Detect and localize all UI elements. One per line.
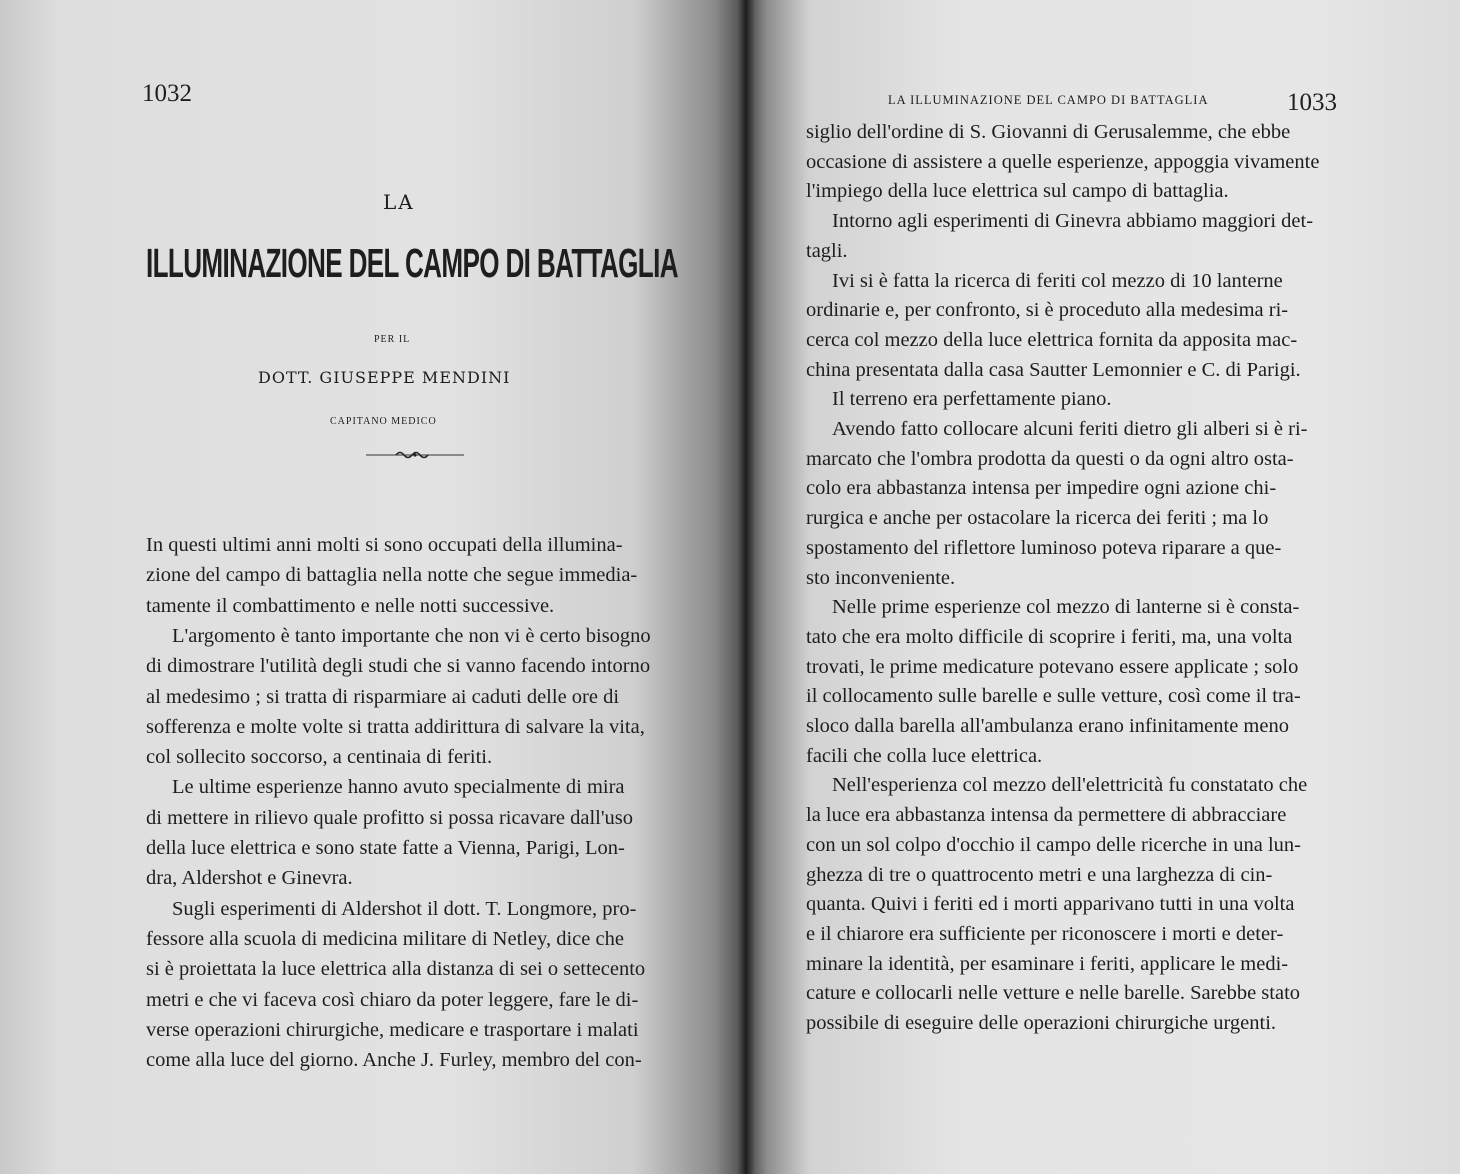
text-line: della luce elettrica e sono state fatte a Vienna, Parigi, Lon- [146,837,625,859]
text-line: colo era abbastanza intensa per impedire ogni azione chi- [806,477,1277,500]
title-article: LA [383,190,415,214]
text-line: tamente il combattimento e nelle notti successive. [146,594,555,617]
decorative-rule-ornament-icon [366,448,464,462]
text-line: il collocamento sulle barelle e sulle vetture, così come il tra- [806,685,1301,708]
text-line: la luce era abbastanza intensa da permettere di abbracciare [806,804,1287,827]
text-line: ghezza di tre o quattrocento metri e una larghezza di cin- [806,863,1273,886]
text-line: In questi ultimi anni molti si sono occupati della illumina- [146,534,623,556]
text-line: quanta. Quivi i feriti ed i morti apparivano tutti in una volta [806,893,1295,916]
text-line: con un sol colpo d'occhio il campo delle ricerche in una lun- [806,833,1301,856]
text-line: L'argomento è tanto importante che non vi è certo bisogno [172,624,651,647]
text-line: spostamento del riflettore luminoso poteva riparare a que- [806,536,1282,559]
text-line: si è proiettata la luce elettrica alla distanza di sei o settecento [146,958,646,981]
text-line: siglio dell'ordine di S. Giovanni di Gerusalemme, che ebbe [806,121,1291,143]
author-rank: CAPITANO MEDICO [330,416,437,427]
text-line: Ivi si è fatta la ricerca di feriti col mezzo di 10 lanterne [832,269,1283,292]
text-line: Nell'esperienza col mezzo dell'elettricità fu constatato che [832,774,1308,797]
text-line: col sollecito soccorso, a centinaia di feriti. [146,746,493,769]
text-line: l'impiego della luce elettrica sul campo di battaglia. [806,180,1229,203]
text-line: cerca col mezzo della luce elettrica fornita da apposita mac- [806,328,1298,351]
text-line: Intorno agli esperimenti di Ginevra abbiamo maggiori det- [832,210,1314,233]
text-line: rurgica e anche per ostacolare la ricerca dei feriti ; ma lo [806,507,1269,530]
text-line: sto inconveniente. [806,566,956,589]
text-line: di dimostrare l'utilità degli studi che si vanno facendo intorno [146,655,651,678]
text-line: Le ultime esperienze hanno avuto specialmente di mira [172,776,625,799]
text-line: marcato che l'ombra prodotta da questi o da ogni altro osta- [806,447,1294,470]
text-line: sofferenza e molte volte si tratta addirittura di salvare la vita, [146,715,645,738]
text-line: trovati, le prime medicature potevano essere applicate ; solo [806,655,1299,678]
text-line: cature e collocarli nelle vetture e nelle barelle. Sarebbe stato [806,982,1301,1005]
text-line: al medesimo ; si tratta di risparmiare ai caduti delle ore di [146,685,620,708]
article-title: ILLUMINAZIONE DEL CAMPO DI BATTAGLIA [146,240,678,286]
text-line: ordinarie e, per confronto, si è proceduto alla medesima ri- [806,299,1289,322]
byline-prefix: PER IL [374,334,411,345]
text-line: zione del campo di battaglia nella notte che segue immedia- [146,564,638,587]
text-line: Avendo fatto collocare alcuni feriti dietro gli alberi si è ri- [832,418,1308,440]
text-line: possibile di eseguire delle operazioni chirurgiche urgenti. [806,1012,1277,1034]
text-line: e il chiarore era sufficiente per riconoscere i morti e deter- [806,922,1284,945]
text-line: tato che era molto difficile di scoprire i feriti, ma, una volta [806,625,1293,648]
text-line: china presentata dalla casa Sautter Lemonnier e C. di Parigi. [806,358,1301,381]
text-line: occasione di assistere a quelle esperienze, appoggia vivamente [806,150,1320,173]
text-line: metri e che vi faceva così chiaro da poter leggere, fare le di- [146,988,639,1011]
page-number-left: 1032 [142,80,192,107]
text-line: Nelle prime esperienze col mezzo di lanterne si è consta- [832,596,1300,619]
text-line: Il terreno era perfettamente piano. [832,388,1112,411]
page-number-right: 1033 [1287,89,1337,116]
text-line: sloco dalla barella all'ambulanza erano infinitamente meno [806,715,1289,737]
author-name: DOTT. GIUSEPPE MENDINI [258,368,511,387]
text-line: tagli. [806,239,848,262]
text-line: come alla luce del giorno. Anche J. Furley, membro del con- [146,1049,642,1072]
text-line: di mettere in rilievo quale profitto si possa ricavare dall'uso [146,806,634,829]
text-line: fessore alla scuola di medicina militare di Netley, dice che [146,927,624,950]
text-line: Sugli esperimenti di Aldershot il dott. T. Longmore, pro- [172,897,637,920]
text-line: dra, Aldershot e Ginevra. [146,867,353,890]
book-gutter [738,0,754,1174]
text-line: minare la identità, per esaminare i feriti, applicare le medi- [806,952,1289,975]
text-line: facili che colla luce elettrica. [806,744,1043,767]
running-head: LA ILLUMINAZIONE DEL CAMPO DI BATTAGLIA [888,93,1209,107]
text-line: verse operazioni chirurgiche, medicare e trasportare i malati [146,1018,639,1041]
